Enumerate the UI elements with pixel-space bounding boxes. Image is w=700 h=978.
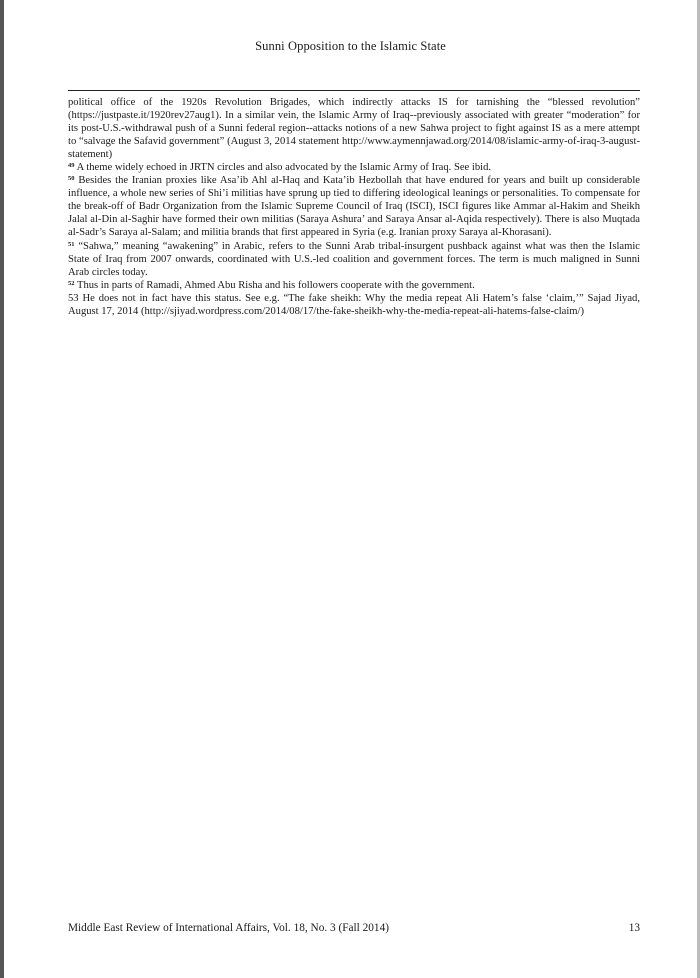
page-number: 13 xyxy=(628,922,640,934)
footnote-marker: 51 xyxy=(68,240,75,248)
footnote-text: “Sahwa,” meaning “awakening” in Arabic, refers to the Sunni Arab tribal-insurgent pushback against what was then the Islamic State of Iraq from 2007 onwards, coordinated with U.S.-led coalition and government forces. The term is much maligned in Sunni Arab circles today. xyxy=(68,240,640,278)
footnote-marker: 50 xyxy=(68,175,75,183)
footnote-53 xyxy=(68,292,640,318)
footnote-49 xyxy=(68,161,640,174)
document-page xyxy=(4,0,697,978)
footnote-text: A theme widely echoed in JRTN circles and also advocated by the Islamic Army of Iraq. See ibid. xyxy=(76,162,492,174)
header-rule xyxy=(68,90,640,91)
footnote-50 xyxy=(68,174,640,239)
footnote-52 xyxy=(68,279,640,292)
footnote-marker: 49 xyxy=(68,162,75,170)
footnote-48-continuation xyxy=(68,96,640,161)
footnote-text: Besides the Iranian proxies like Asa’ib Ahl al-Haq and Kata’ib Hezbollah that have endured for years and built up considerable influence, a whole new series of Shi’i militias have sprung up tied to differing ideological leanings or personalities. To compensate for the break-off of Badr Organization from the Islamic Supreme Council of Iraq (ISCI), ISCI figures like Ammar al-Hakim and Sheikh Jalal al-Din al-Saghir have formed their own militias (Saraya Ashura’ and Saraya Ansar al-Aqida respectively). There is also Muqtada al-Sadr’s Saraya al-Salam; and militia brands that first appeared in Syria (e.g. Iranian proxy Saraya al-Khorasani). xyxy=(68,175,640,239)
journal-citation: Middle East Review of International Affairs, Vol. 18, No. 3 (Fall 2014) xyxy=(68,922,389,934)
footnote-marker: 52 xyxy=(68,279,75,287)
footnote-51 xyxy=(68,240,640,279)
footnote-text: Thus in parts of Ramadi, Ahmed Abu Risha and his followers cooperate with the government. xyxy=(76,279,475,291)
footnotes xyxy=(68,96,640,318)
footnote-text: political office of the 1920s Revolution Brigades, which indirectly attacks IS for tarnishing the “blessed revolution” (https://justpaste.it/1920rev27aug1). In a similar vein, the Islamic Army of Iraq--previously associated with greater “moderation” for its post-U.S.-withdrawal push of a Sunni federal region--attacks notions of a new Sahwa project to fight against IS as a mere attempt to “salvage the Safavid government” (August 3, 2014 statement http://www.aymennjawad.org/2014/08/islamic-army-of-iraq-3-august-statement) xyxy=(68,97,640,161)
running-header: Sunni Opposition to the Islamic State xyxy=(255,39,446,53)
footnote-text: 53 He does not in fact have this status. See e.g. “The fake sheikh: Why the media repeat Ali Hatem’s false ‘claim,’” Sajad Jiyad, August 17, 2014 (http://sjiyad.wordpress.com/2014/08/17/the-fake-sheikh-why-the-media-repeat-ali-hatems-false-claim/) xyxy=(68,292,640,317)
